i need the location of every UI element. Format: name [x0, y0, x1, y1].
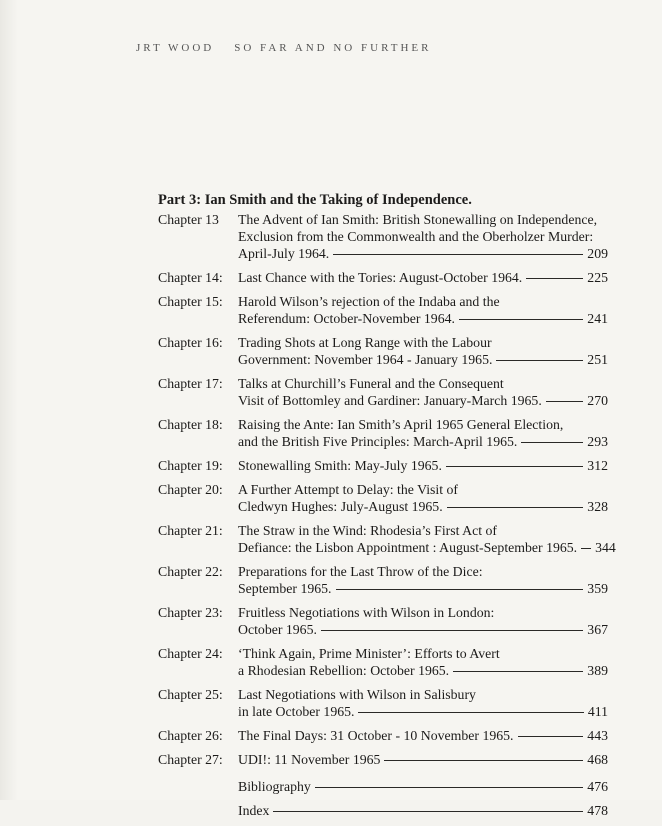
back-matter-label: Bibliography	[238, 779, 311, 794]
chapter-title-line: and the British Five Principles: March-April 1965.	[238, 434, 518, 449]
page-number: 209	[587, 246, 608, 261]
leader-rule	[384, 759, 583, 761]
toc-entry	[158, 269, 608, 286]
toc-entry	[158, 481, 608, 515]
leader-rule	[546, 400, 584, 402]
chapter-label: Chapter 20:	[158, 482, 223, 497]
chapter-label: Chapter 15:	[158, 294, 223, 309]
page-number: 443	[587, 728, 608, 743]
leader-rule	[273, 810, 583, 812]
page-number: 270	[587, 393, 608, 408]
page-number: 478	[587, 803, 608, 818]
chapter-title-line: ‘Think Again, Prime Minister’: Efforts to Avert	[238, 646, 500, 661]
chapter-title-line: September 1965.	[238, 581, 332, 596]
chapter-title-line: Government: November 1964 - January 1965.	[238, 352, 493, 367]
chapter-title-line: Talks at Churchill’s Funeral and the Consequent	[238, 376, 504, 391]
back-matter-entry	[158, 802, 608, 819]
chapter-title-line: Defiance: the Lisbon Appointment : August-September 1965.	[238, 540, 578, 555]
toc-entry	[158, 751, 608, 768]
chapter-title-line: The Final Days: 31 October - 10 November 1965.	[238, 728, 514, 743]
chapter-title-line: a Rhodesian Rebellion: October 1965.	[238, 663, 450, 678]
chapter-label: Chapter 23:	[158, 605, 223, 620]
toc-entry	[158, 416, 608, 450]
chapter-label: Chapter 19:	[158, 458, 223, 473]
chapter-title-line: Referendum: October-November 1964.	[238, 311, 455, 326]
toc-entry	[158, 645, 608, 679]
leader-rule	[521, 441, 583, 443]
leader-rule	[581, 547, 591, 549]
page-number: 251	[587, 352, 608, 367]
toc-entry	[158, 727, 608, 744]
page-number: 359	[587, 581, 608, 596]
chapter-title-line: A Further Attempt to Delay: the Visit of	[238, 482, 459, 497]
chapter-title-line: Raising the Ante: Ian Smith’s April 1965 General Election,	[238, 417, 564, 432]
toc-entry	[158, 293, 608, 327]
chapter-title-line: Preparations for the Last Throw of the Dice:	[238, 564, 483, 579]
chapter-title-line: Cledwyn Hughes: July-August 1965.	[238, 499, 443, 514]
chapter-label: Chapter 27:	[158, 752, 223, 767]
chapter-title-line: Last Chance with the Tories: August-October 1964.	[238, 270, 523, 285]
leader-rule	[336, 588, 584, 590]
running-head	[136, 42, 431, 54]
chapter-title-line: in late October 1965.	[238, 704, 355, 719]
chapter-title-line: Fruitless Negotiations with Wilson in London:	[238, 605, 495, 620]
chapter-title-line: The Advent of Ian Smith: British Stonewalling on Independence,	[238, 212, 598, 227]
page-number: 312	[587, 458, 608, 473]
leader-rule	[446, 465, 583, 467]
chapter-label: Chapter 25:	[158, 687, 223, 702]
leader-rule	[453, 670, 583, 672]
table-of-contents	[158, 211, 616, 826]
chapter-label: Chapter 24:	[158, 646, 223, 661]
toc-entry	[158, 604, 608, 638]
running-head-title: SO FAR AND NO FURTHER	[234, 42, 432, 54]
leader-rule	[459, 318, 583, 320]
page-number: 476	[587, 779, 608, 794]
chapter-title-line: UDI!: 11 November 1965	[238, 752, 381, 767]
chapter-title-line: The Straw in the Wind: Rhodesia’s First Act of	[238, 523, 498, 538]
back-matter-entry	[158, 778, 608, 795]
chapter-title-line: Visit of Bottomley and Gardiner: January-March 1965.	[238, 393, 542, 408]
leader-rule	[358, 711, 583, 713]
page-number: 344	[595, 540, 616, 555]
chapter-label: Chapter 26:	[158, 728, 223, 743]
page-number: 241	[587, 311, 608, 326]
toc-entry	[158, 457, 608, 474]
leader-rule	[315, 786, 583, 788]
leader-rule	[333, 253, 583, 255]
chapter-label: Chapter 18:	[158, 417, 223, 432]
leader-rule	[526, 277, 583, 279]
page-number: 225	[587, 270, 608, 285]
page-number: 411	[587, 704, 608, 719]
chapter-label: Chapter 22:	[158, 564, 223, 579]
page-number: 328	[587, 499, 608, 514]
chapter-title-line: Exclusion from the Commonwealth and the Oberholzer Murder:	[238, 229, 594, 244]
chapter-label: Chapter 17:	[158, 376, 223, 391]
toc-entry	[158, 686, 608, 720]
chapter-label: Chapter 16:	[158, 335, 223, 350]
chapter-label: Chapter 13	[158, 212, 219, 227]
running-head-author: JRT WOOD	[136, 42, 215, 54]
leader-rule	[518, 735, 584, 737]
page-number: 389	[587, 663, 608, 678]
back-matter-label: Index	[238, 803, 270, 818]
part-title: Part 3: Ian Smith and the Taking of Independence.	[158, 192, 472, 208]
leader-rule	[496, 359, 583, 361]
leader-rule	[321, 629, 583, 631]
chapter-title-line: Trading Shots at Long Range with the Labour	[238, 335, 492, 350]
chapter-title-line: Stonewalling Smith: May-July 1965.	[238, 458, 442, 473]
chapter-label: Chapter 14:	[158, 270, 223, 285]
chapter-title-line: Last Negotiations with Wilson in Salisbury	[238, 687, 476, 702]
toc-entry	[158, 334, 608, 368]
toc-entry	[158, 522, 616, 556]
chapter-title-line: Harold Wilson’s rejection of the Indaba and the	[238, 294, 500, 309]
chapter-title-line: April-July 1964.	[238, 246, 330, 261]
leader-rule	[447, 506, 584, 508]
page-number: 293	[587, 434, 608, 449]
page-number: 468	[587, 752, 608, 767]
chapter-title-line: October 1965.	[238, 622, 317, 637]
toc-entry	[158, 211, 608, 262]
toc-entry	[158, 375, 608, 409]
chapter-label: Chapter 21:	[158, 523, 223, 538]
page-number: 367	[587, 622, 608, 637]
toc-entry	[158, 563, 608, 597]
